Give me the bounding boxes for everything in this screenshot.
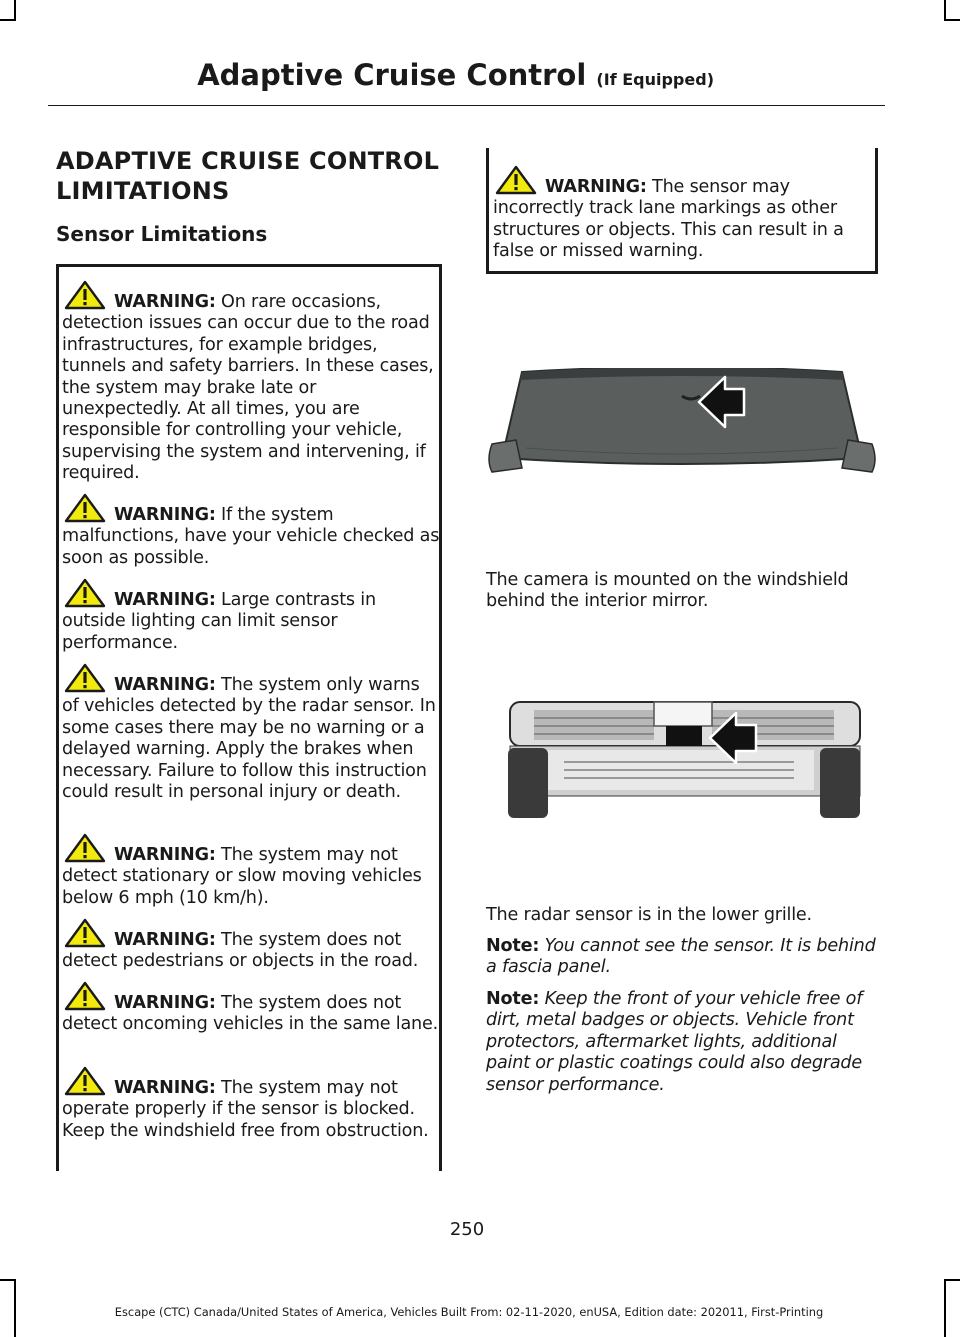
warning-triangle-icon	[64, 918, 106, 948]
warning-triangle-icon	[64, 663, 106, 693]
warning-7: WARNING: The system does not detect oncoming vehicles in the same lane.	[62, 981, 440, 1036]
warning-triangle-icon	[64, 981, 106, 1011]
radar-description: The radar sensor is in the lower grille.	[486, 905, 812, 925]
warning-5: WARNING: The system may not detect stationary or slow moving vehicles below 6 mph (10 km/h).	[62, 833, 440, 909]
warning-3: WARNING: Large contrasts in outside lighting can limit sensor performance.	[62, 578, 440, 654]
crop-mark	[944, 19, 960, 21]
header-rule	[48, 105, 885, 106]
page-header	[197, 58, 714, 92]
note-2: Note: Keep the front of your vehicle free of dirt, metal badges or objects. Vehicle front protectors, aftermarket lights, additional paint or plastic coatings could also degrade sensor performance.	[486, 989, 863, 1095]
camera-description: The camera is mounted on the windshield behind the interior mirror.	[486, 570, 849, 612]
warning-triangle-icon	[64, 1066, 106, 1096]
header-title: Adaptive Cruise Control	[197, 58, 587, 92]
subsection-title: Sensor Limitations	[56, 222, 268, 246]
crop-mark	[0, 1279, 16, 1281]
warning-right: WARNING: The sensor may incorrectly track lane markings as other structures or objects. This can result in a false or missed warning.	[493, 165, 873, 263]
page-number: 250	[449, 1219, 485, 1240]
crop-mark	[0, 19, 16, 21]
warning-2: WARNING: If the system malfunctions, have your vehicle checked as soon as possible.	[62, 493, 440, 569]
note-1: Note: You cannot see the sensor. It is behind a fascia panel.	[486, 936, 876, 978]
crop-mark	[14, 0, 16, 19]
warning-4: WARNING: The system only warns of vehicles detected by the radar sensor. In some cases there may be no warning or a delayed warning. Apply the brakes when necessary. Failure to follow this instruction could result in personal injury or death.	[62, 663, 440, 803]
grille-radar-illustration	[504, 700, 866, 822]
warning-triangle-icon	[495, 165, 537, 195]
header-subtitle: (If Equipped)	[596, 70, 714, 89]
warning-triangle-icon	[64, 578, 106, 608]
section-title: ADAPTIVE CRUISE CONTROL LIMITATIONS	[56, 147, 440, 205]
warning-triangle-icon	[64, 833, 106, 863]
warning-triangle-icon	[64, 280, 106, 310]
warning-8: WARNING: The system may not operate properly if the sensor is blocked. Keep the windshield free from obstruction.	[62, 1066, 440, 1142]
warning-6: WARNING: The system does not detect pedestrians or objects in the road.	[62, 918, 440, 973]
crop-mark	[944, 1279, 960, 1281]
windshield-camera-illustration	[486, 368, 878, 478]
crop-mark	[944, 0, 946, 19]
page-footer: Escape (CTC) Canada/United States of America, Vehicles Built From: 02-11-2020, enUSA, Edition date: 202011, First-Printing	[114, 1305, 824, 1319]
crop-mark	[944, 1281, 946, 1337]
warning-1: WARNING: On rare occasions, detection issues can occur due to the road infrastructures, for example bridges, tunnels and safety barriers. In these cases, the system may brake late or unexpectedly. At all times, you are responsible for controlling your vehicle, supervising the system and intervening, if required.	[62, 280, 440, 485]
warning-triangle-icon	[64, 493, 106, 523]
